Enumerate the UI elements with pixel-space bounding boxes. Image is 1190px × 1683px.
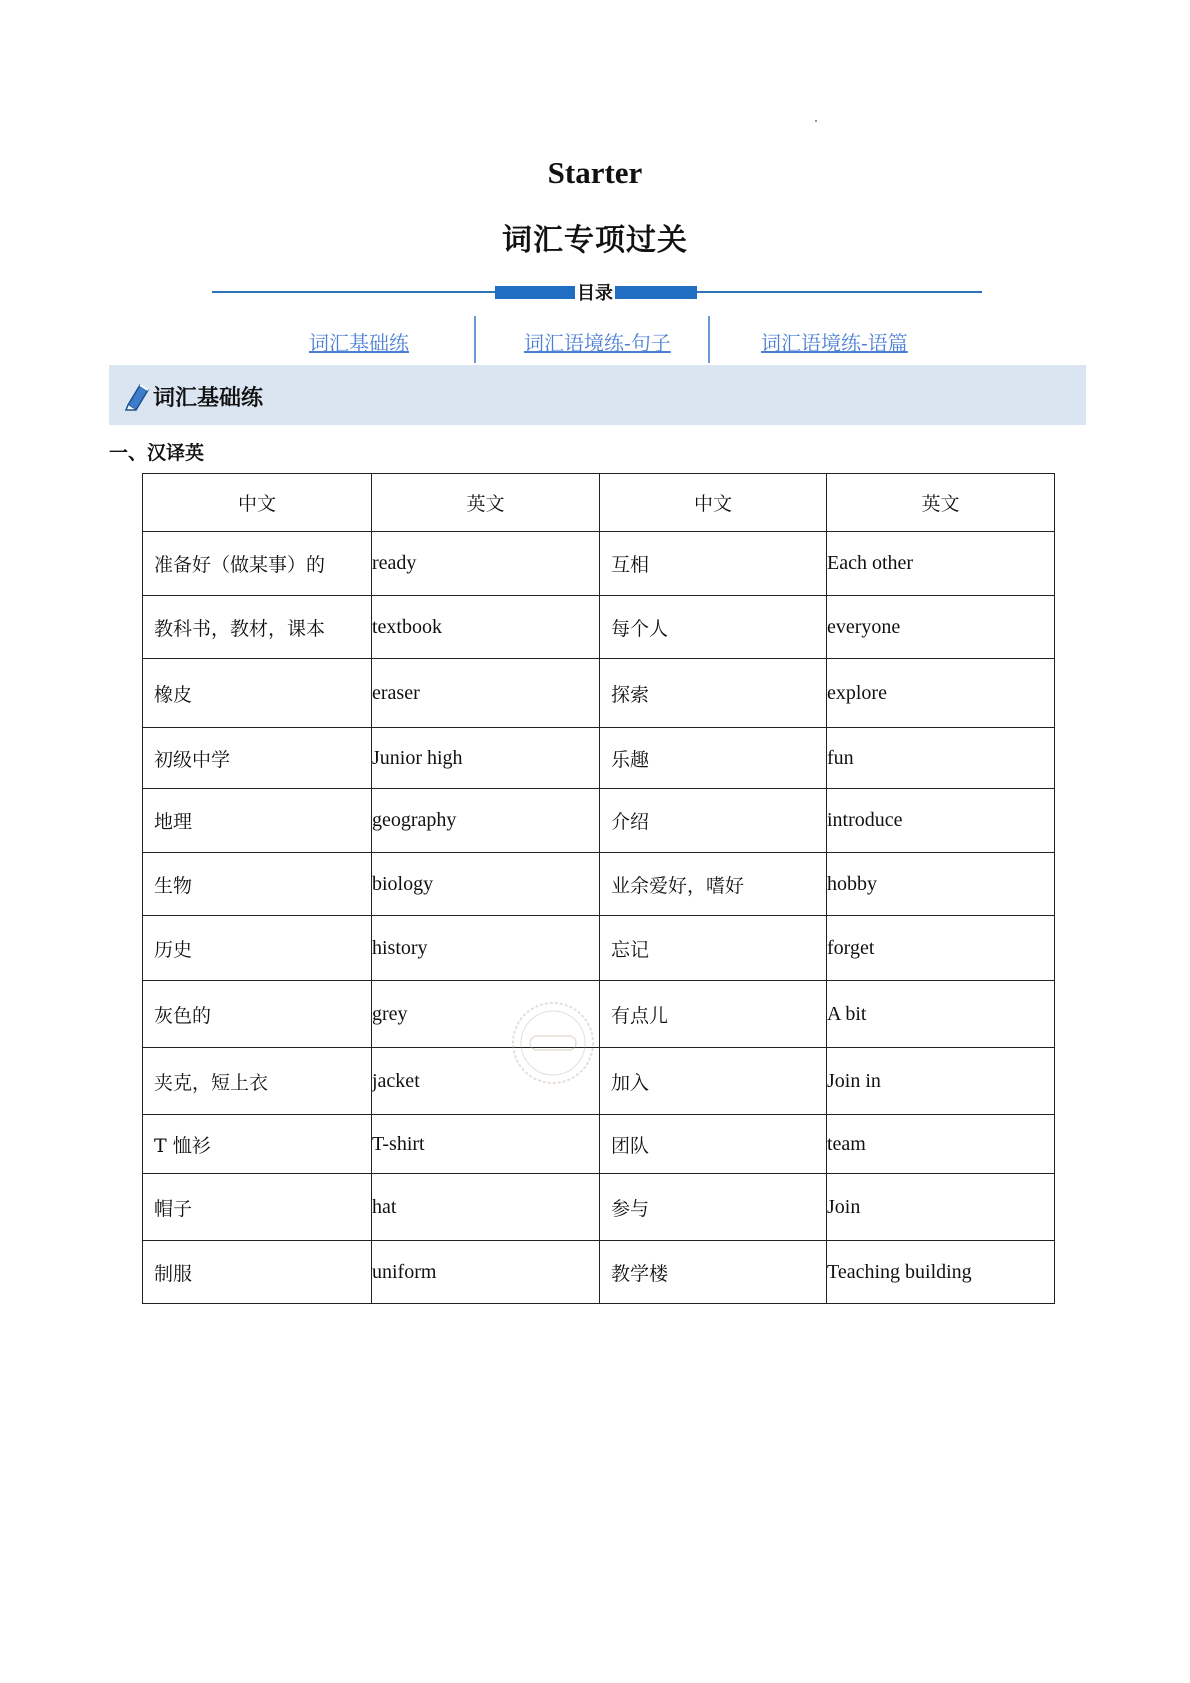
chinese-term: 介绍: [600, 789, 827, 853]
chinese-term: 业余爱好，嗜好: [600, 853, 827, 916]
chinese-term: 制服: [143, 1241, 372, 1304]
chinese-term: 灰色的: [143, 981, 372, 1048]
chinese-term: 乐趣: [600, 728, 827, 789]
chinese-term: 每个人: [600, 596, 827, 659]
english-term: hat: [372, 1174, 600, 1241]
header-english: 英文: [372, 474, 600, 532]
chinese-term: 参与: [600, 1174, 827, 1241]
toc-heading: [0, 279, 1190, 305]
table-row: [143, 1048, 1055, 1115]
chinese-term: 历史: [143, 916, 372, 981]
table-row: [143, 728, 1055, 789]
english-term: eraser: [372, 659, 600, 728]
table-row: [143, 596, 1055, 659]
english-term: A bit: [827, 981, 1055, 1048]
section-title: 词汇基础练: [153, 386, 264, 411]
english-term: forget: [827, 916, 1055, 981]
english-term: history: [372, 916, 600, 981]
english-term: Join: [827, 1174, 1055, 1241]
english-term: introduce: [827, 789, 1055, 853]
toc-separator: [708, 316, 710, 363]
page-title-chinese: 词汇专项过关: [502, 223, 688, 258]
toc-link-sentence[interactable]: 词汇语境练-句子: [524, 331, 671, 355]
english-term: biology: [372, 853, 600, 916]
english-term: explore: [827, 659, 1055, 728]
chinese-term: 夹克，短上衣: [143, 1048, 372, 1115]
table-row: [143, 789, 1055, 853]
chinese-term: 准备好（做某事）的: [143, 532, 372, 596]
chinese-term: 生物: [143, 853, 372, 916]
chinese-term: 橡皮: [143, 659, 372, 728]
english-term: T-shirt: [372, 1115, 600, 1174]
table-row: [143, 1241, 1055, 1304]
english-term: jacket: [372, 1048, 600, 1115]
chinese-term: 忘记: [600, 916, 827, 981]
toc-link-passage[interactable]: 词汇语境练-语篇: [761, 331, 908, 355]
english-term: hobby: [827, 853, 1055, 916]
chinese-term: 互相: [600, 532, 827, 596]
toc-heading-text: 目录: [577, 283, 613, 304]
english-term: textbook: [372, 596, 600, 659]
english-term: Join in: [827, 1048, 1055, 1115]
vocabulary-table: [142, 473, 1055, 1304]
english-term: everyone: [827, 596, 1055, 659]
english-term: Junior high: [372, 728, 600, 789]
table-row: [143, 1174, 1055, 1241]
table-row: [143, 981, 1055, 1048]
chinese-term: 教学楼: [600, 1241, 827, 1304]
table-row: [143, 1115, 1055, 1174]
english-term: Each other: [827, 532, 1055, 596]
header-chinese: 中文: [600, 474, 827, 532]
chinese-term: 帽子: [143, 1174, 372, 1241]
chinese-term: 探索: [600, 659, 827, 728]
chinese-term: 加入: [600, 1048, 827, 1115]
toc-link-basic[interactable]: 词汇基础练: [309, 331, 409, 355]
english-term: team: [827, 1115, 1055, 1174]
english-term: fun: [827, 728, 1055, 789]
english-term: Teaching building: [827, 1241, 1055, 1304]
header-english: 英文: [827, 474, 1055, 532]
pencil-book-icon: [124, 381, 150, 411]
header-chinese: 中文: [143, 474, 372, 532]
table-row: [143, 532, 1055, 596]
stray-dot: [815, 120, 817, 122]
table-row: [143, 853, 1055, 916]
chinese-term: 有点儿: [600, 981, 827, 1048]
exercise-heading: 一、汉译英: [109, 442, 205, 464]
english-term: grey: [372, 981, 600, 1048]
watermark-seal-icon: [510, 1000, 596, 1086]
page-title-english: Starter: [547, 155, 643, 190]
chinese-term: 初级中学: [143, 728, 372, 789]
english-term: geography: [372, 789, 600, 853]
chinese-term: T 恤衫: [143, 1115, 372, 1174]
english-term: uniform: [372, 1241, 600, 1304]
table-row: [143, 659, 1055, 728]
chinese-term: 团队: [600, 1115, 827, 1174]
chinese-term: 地理: [143, 789, 372, 853]
table-row: [143, 916, 1055, 981]
table-header-row: [143, 474, 1055, 532]
chinese-term: 教科书，教材，课本: [143, 596, 372, 659]
english-term: ready: [372, 532, 600, 596]
toc-separator: [474, 316, 476, 363]
